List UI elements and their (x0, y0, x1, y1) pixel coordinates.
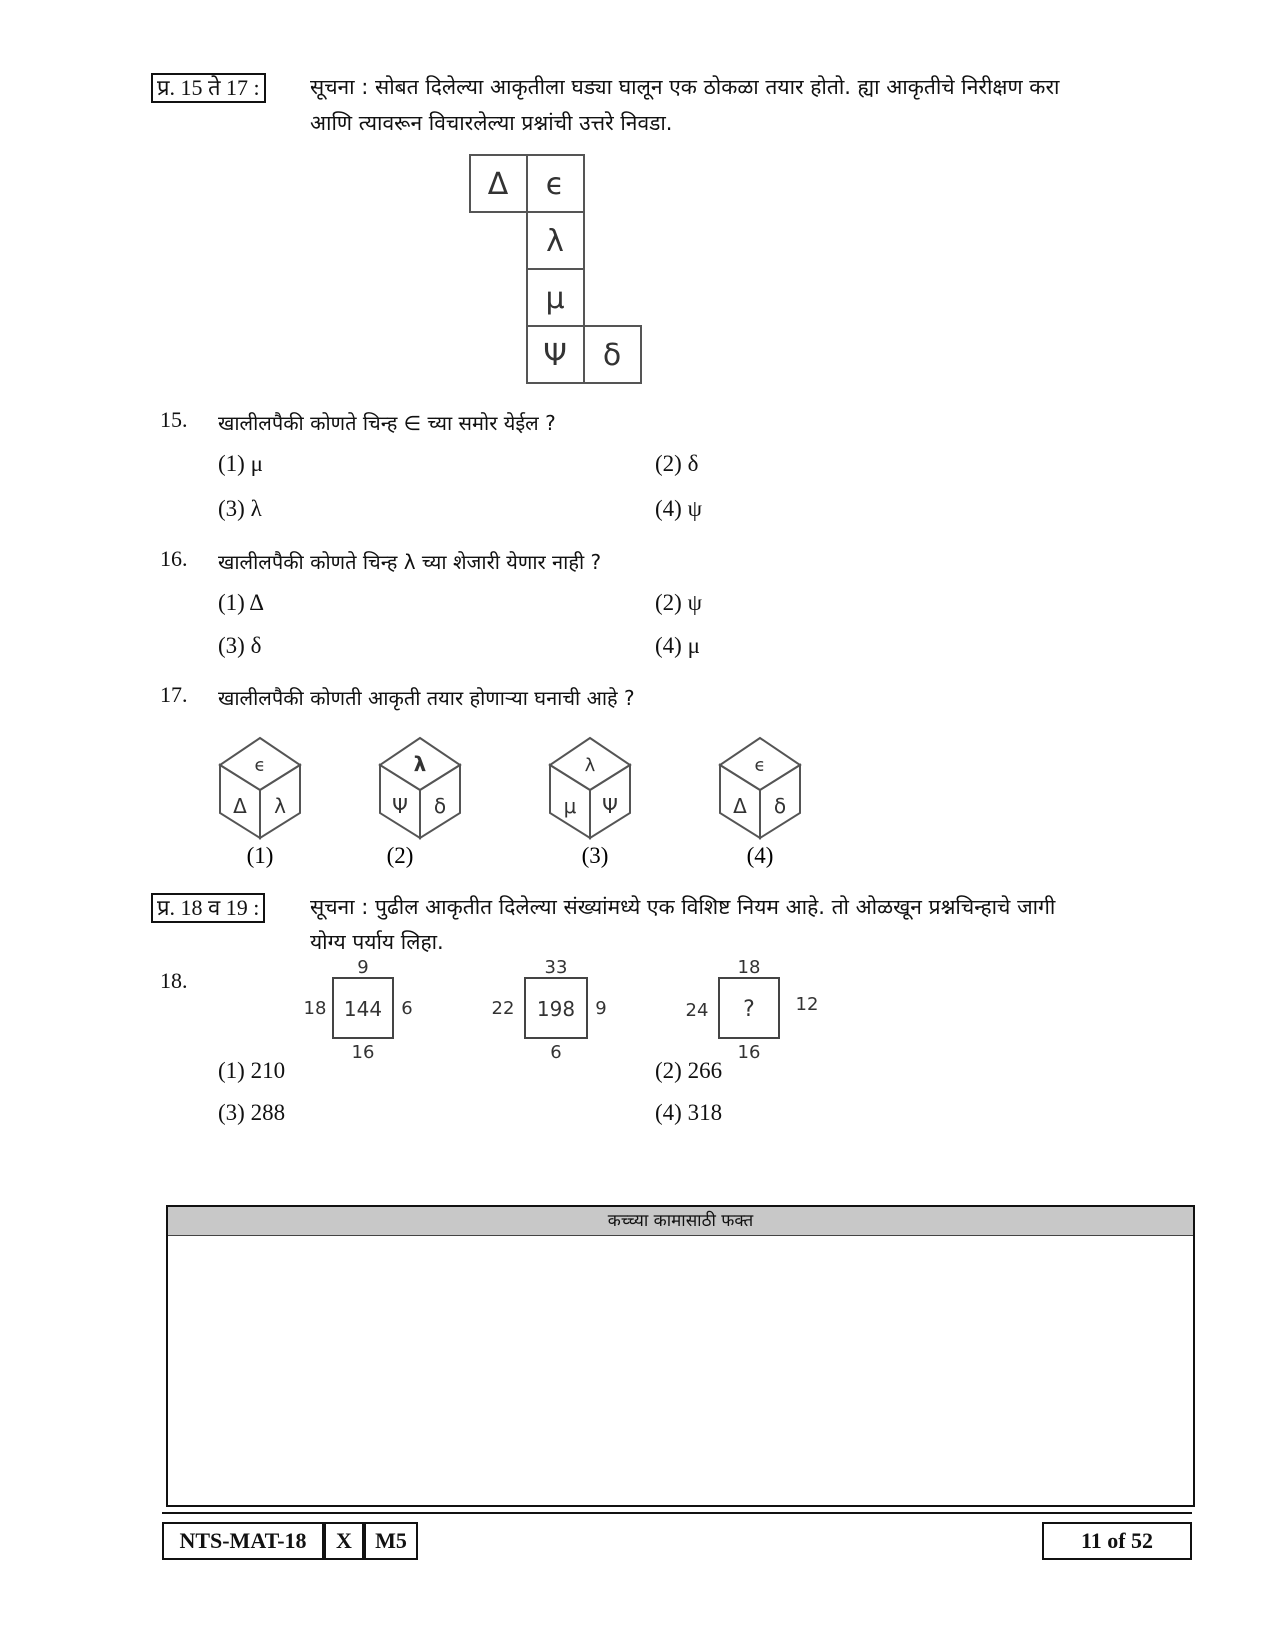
q16-option-2[interactable]: (2) ψ (655, 590, 702, 615)
svg-text:144: 144 (343, 997, 383, 1021)
q18-figure-3 (686, 958, 819, 1063)
svg-text:9: 9 (595, 998, 607, 1019)
svg-text:12: 12 (795, 994, 819, 1015)
q17-cube-options (210, 735, 910, 895)
q15-text: खालीलपैकी कोणते चिन्ह ∈ च्या समोर येईल ? (218, 411, 556, 435)
svg-text:Δ: Δ (733, 794, 747, 818)
q18-option-2[interactable]: (2) 266 (655, 1058, 723, 1083)
cube-option-3 (550, 738, 630, 868)
q18-figure-1 (304, 958, 413, 1063)
svg-text:16: 16 (351, 1042, 375, 1063)
svg-text:6: 6 (401, 998, 413, 1019)
svg-text:18: 18 (737, 958, 761, 978)
svg-text:λ: λ (413, 752, 427, 776)
svg-text:33: 33 (544, 958, 568, 978)
svg-text:18: 18 (303, 998, 327, 1019)
svg-text:?: ? (743, 997, 755, 1022)
instruction2-line-1: सूचना : पुढील आकृतीत दिलेल्या संख्यांमध्ये एक विशिष्ट नियम आहे. तो ओळखून प्रश्नचिन्हाचे जागी (310, 895, 1056, 919)
svg-text:198: 198 (536, 997, 576, 1021)
rough-work-heading: कच्च्या कामासाठी फक्त (168, 1207, 1193, 1236)
svg-text:6: 6 (550, 1042, 562, 1063)
net-symbol-psi: Ψ (543, 338, 567, 373)
cube-label-4: (4) (746, 843, 774, 868)
q16-option-1[interactable]: (1) Δ (218, 590, 265, 615)
svg-text:Δ: Δ (233, 794, 247, 818)
cube-label-2: (2) (386, 843, 414, 868)
svg-text:δ: δ (773, 794, 787, 818)
q17-number: 17. (160, 682, 188, 707)
svg-text:μ: μ (563, 794, 577, 818)
cube-option-2 (380, 738, 460, 868)
footer-divider (162, 1512, 1192, 1514)
section-tag-15-17: प्र. 15 ते 17 : (151, 73, 266, 103)
cube-label-3: (3) (581, 843, 609, 868)
svg-text:16: 16 (737, 1042, 761, 1063)
svg-text:24: 24 (685, 1000, 709, 1021)
net-symbol-mu: μ (545, 281, 565, 316)
footer-exam-code: NTS-MAT-18 (162, 1522, 324, 1560)
net-symbol-epsilon: ϵ (545, 167, 565, 202)
q16-text: खालीलपैकी कोणते चिन्ह λ च्या शेजारी येणार नाही ? (218, 550, 602, 574)
q15-option-1[interactable]: (1) μ (218, 451, 263, 476)
svg-text:ϵ: ϵ (254, 755, 266, 776)
q18-option-3[interactable]: (3) 288 (218, 1100, 286, 1125)
section-tag-18-19: प्र. 18 व 19 : (151, 893, 265, 923)
q18-option-1[interactable]: (1) 210 (218, 1058, 286, 1083)
q18-number-figures (295, 958, 855, 1068)
q15-option-3[interactable]: (3) λ (218, 496, 262, 521)
svg-text:22: 22 (491, 998, 515, 1019)
svg-text:ϵ: ϵ (754, 755, 766, 776)
q15-option-2[interactable]: (2) δ (655, 451, 699, 476)
net-symbol-small-delta: δ (602, 338, 622, 373)
cube-net-figure (465, 150, 655, 395)
cube-label-1: (1) (246, 843, 274, 868)
instruction-line-1: सूचना : सोबत दिलेल्या आकृतीला घड्या घालून एक ठोकळा तयार होतो. ह्या आकृतीचे निरीक्षण करा (310, 75, 1060, 99)
rough-work-box (166, 1205, 1195, 1507)
q15-number: 15. (160, 407, 188, 432)
footer-page-number: 11 of 52 (1042, 1522, 1192, 1560)
q15-option-4[interactable]: (4) ψ (655, 496, 702, 521)
q17-text: खालीलपैकी कोणती आकृती तयार होणाऱ्या घनाची आहे ? (218, 686, 635, 710)
instruction2-line-2: योग्य पर्याय लिहा. (310, 930, 444, 954)
q18-option-4[interactable]: (4) 318 (655, 1100, 723, 1125)
q18-figure-2 (492, 958, 607, 1063)
svg-text:Ψ: Ψ (392, 794, 408, 818)
net-symbol-delta: Δ (487, 167, 509, 202)
footer-medium: M5 (364, 1522, 418, 1560)
svg-text:Ψ: Ψ (602, 794, 618, 818)
svg-text:λ: λ (584, 755, 596, 776)
q18-number: 18. (160, 968, 188, 993)
svg-text:λ: λ (274, 794, 286, 818)
q16-option-3[interactable]: (3) δ (218, 633, 262, 658)
cube-option-1 (220, 738, 300, 868)
footer-class: X (324, 1522, 364, 1560)
svg-text:δ: δ (433, 794, 447, 818)
cube-option-4 (720, 738, 800, 868)
instruction-line-2: आणि त्यावरून विचारलेल्या प्रश्नांची उत्तरे निवडा. (310, 111, 673, 135)
svg-text:9: 9 (357, 958, 369, 978)
q16-option-4[interactable]: (4) μ (655, 633, 700, 658)
net-symbol-lambda: λ (546, 224, 564, 259)
q16-number: 16. (160, 546, 188, 571)
